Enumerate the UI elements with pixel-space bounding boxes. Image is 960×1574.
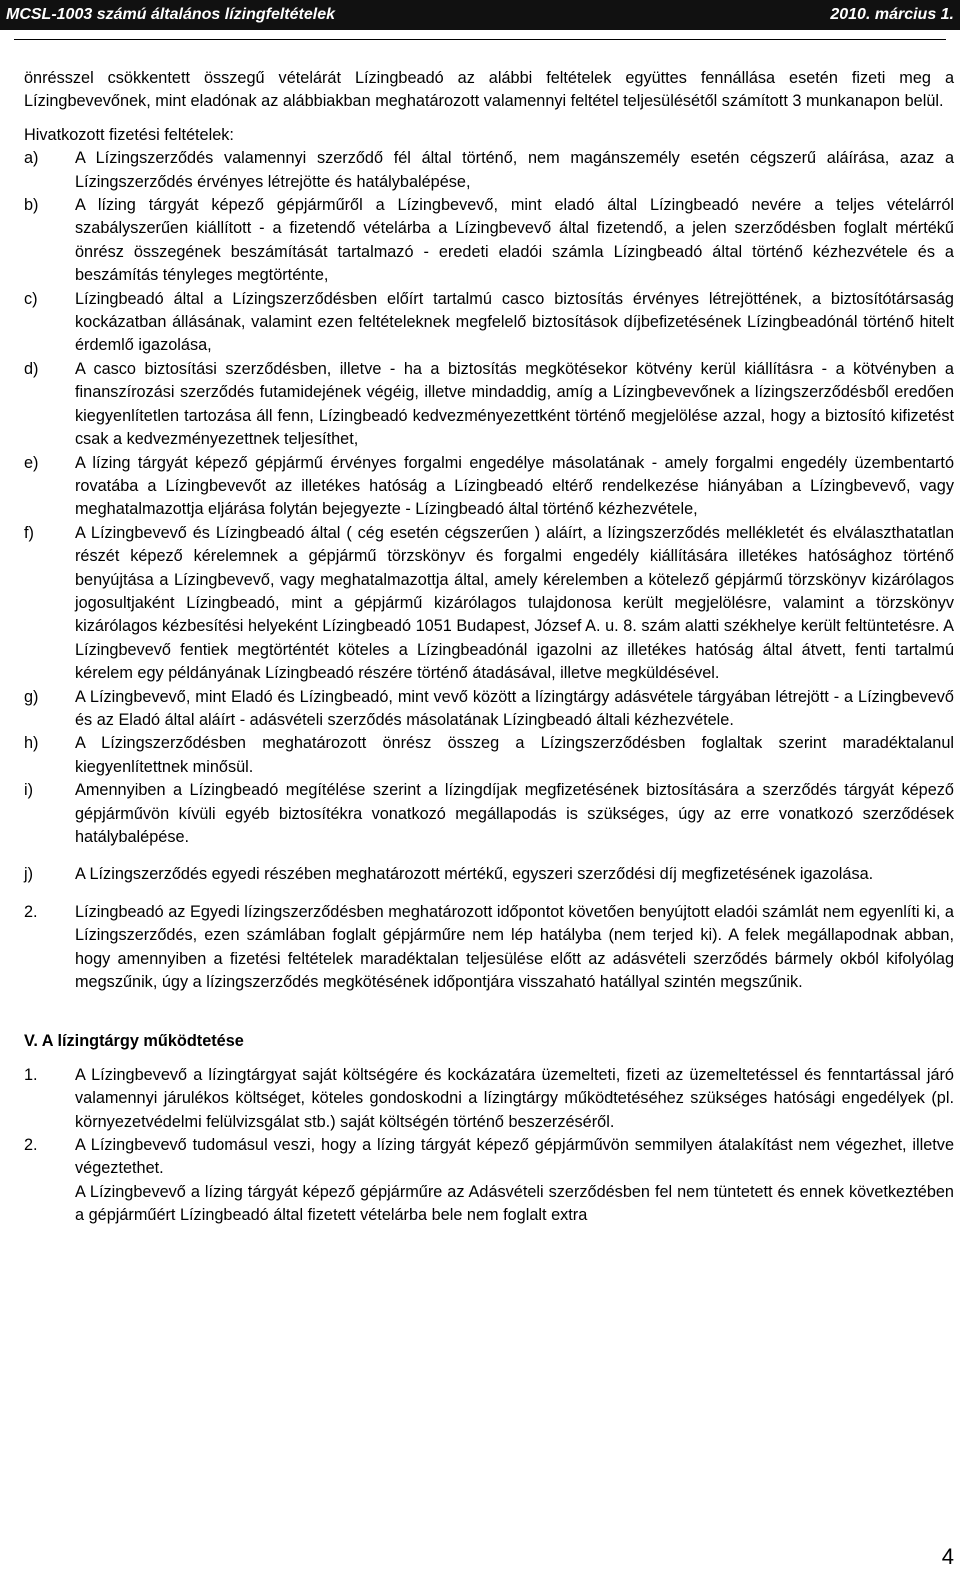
document-id: MCSL-1003 számú általános lízingfeltételek bbox=[6, 6, 335, 23]
item-text: Lízingbeadó az Egyedi lízingszerződésben meghatározott időpontot követően benyújtott eladói számlát nem egyenlíti ki, a Lízingszerződés, ezen számlában foglalt gépjárműre nem lép hatályba (nem terjed ki). A felek megállapodnak abban, hogy amennyiben a fizetési feltételek maradéktalan teljesülése előtt az adásvételi szerződés bármely okból kifolyólag megszűnik, úgy a lízingszerződés megkötésének időpontjára visszaható hatállyal szintén megszűnik. bbox=[75, 902, 954, 992]
condition-item bbox=[24, 452, 954, 522]
item-label: e) bbox=[24, 453, 39, 472]
item-label: c) bbox=[24, 289, 38, 308]
condition-item bbox=[24, 686, 954, 733]
item-label: a) bbox=[24, 149, 39, 168]
document-date: 2010. március 1. bbox=[830, 6, 954, 23]
item-text: Lízingbeadó által a Lízingszerződésben előírt tartalmú casco biztosítás érvényes létrejöttének, a biztosítótársaság kockázatban állásának, valamint ezen feltételeknek megfelelő biztosítások díjbefizetésének Lízingbeadónál történő hitelt érdemlő igazolása, bbox=[75, 289, 954, 355]
condition-item bbox=[24, 863, 954, 886]
item-text: A Lízingbevevő a lízingtárgyat saját költségére és kockázatára üzemelteti, fizeti az üzemeltetéssel és fenntartással járó valamennyi járulékos költséget, köteles gondoskodni a lízingtárgy működtetéséhez szükséges hatósági engedélyek (pl. környezetvédelmi felülvizsgálat stb.) saját költségén történő beszerzéséről. bbox=[75, 1065, 954, 1131]
numbered-item bbox=[24, 1134, 954, 1228]
header-divider bbox=[14, 39, 946, 40]
condition-item bbox=[24, 288, 954, 358]
numbered-item bbox=[24, 1064, 954, 1134]
item-text: A Lízingbevevő, mint Eladó és Lízingbeadó, mint vevő között a lízingtárgy adásvétele tárgyában létrejött - a Lízingbevevő és az Eladó által aláírt - adásvételi szerződés másolatának Lízingbeadó általi kézhezvétele. bbox=[75, 687, 954, 729]
condition-item bbox=[24, 147, 954, 194]
item-text: A lízing tárgyát képező gépjármű érvényes forgalmi engedélye másolatának - amely forgalmi engedély üzembentartó rovatába a Lízingbevevőt az illetékes hatóság a Lízingbeadó eltérő rendelkezése hiányában a Lízingbevevő, vagy meghatalmazottja eljárása folytán bejegyezte - Lízingbeadó által történő kézhezvétele, bbox=[75, 453, 954, 519]
numbered-item bbox=[24, 901, 954, 995]
item-text-continued: A Lízingbevevő a lízing tárgyát képező gépjárműre az Adásvételi szerződésben fel nem tüntetett és ennek következtében a gépjárműért Lízingbeadó által fizetett vételárba bele nem foglalt extra bbox=[75, 1182, 954, 1225]
item-label: g) bbox=[24, 687, 39, 706]
page-header bbox=[0, 0, 960, 30]
item-label: 1. bbox=[24, 1065, 38, 1084]
conditions-heading: Hivatkozott fizetési feltételek: bbox=[24, 125, 234, 144]
item-label: i) bbox=[24, 781, 34, 800]
item-text: A lízing tárgyát képező gépjárműről a Lízingbevevő, mint eladó által Lízingbeadó nevére a teljes vételárról szabályszerűen kiállított - a fizetendő vételárba a Lízingbevevő által fizetendő, a jelen szerződésben foglalt mértékű önrész összegének beszámítását tartalmazó - eredeti eladói számla Lízingbeadó által történő kézhezvétele és a beszámítás tényleges megtörténte, bbox=[75, 196, 954, 285]
item-text: A Lízingbevevő és Lízingbeadó által ( cég esetén cégszerűen ) aláírt, a lízingszerződés mellékletét és elválaszthatatlan részét képező kérelemnek a gépjármű törzskönyv és forgalmi engedély kiállítására illetékes hatósághoz történő benyújtása a Lízingbevevő, vagy meghatalmazottja által, amely kérelemben a kötelező gépjármű törzskönyv kizárólagos jogosultjaként Lízingbeadó, mint a gépjármű kizárólagos tulajdonosa került megjelölésre, valamint a törzskönyv kizárólagos kézbesítési helyeként Lízingbeadó 1051 Budapest, József A. u. 8. szám alatti székhelye került feltüntetésre. A Lízingbevevő fentiek megtörténtét köteles a Lízingbeadónál igazolni az illetékes hatóság által átvett, fenti tartalmú kérelem egy példányának Lízingbeadó részére történő átadásával, illetve megküldésével. bbox=[75, 523, 954, 683]
item-label: b) bbox=[24, 196, 39, 215]
item-text: A Lízingszerződés egyedi részében meghatározott mértékű, egyszeri szerződési díj megfizetésének igazolása. bbox=[75, 865, 874, 884]
item-text: Amennyiben a Lízingbeadó megítélése szerint a lízingdíjak megfizetésének biztosítására a szerződés tárgyát képező gépjárművön kívüli egyéb biztosítékra vonatkozó megállapodás is szükséges, úgy az erre vonatkozó szerződések hatálybalépése. bbox=[75, 781, 954, 846]
item-text: A casco biztosítási szerződésben, illetve - ha a biztosítás megkötésekor kötvény kerül kiállításra - a kötvényben a finanszírozási szerződés futamidejének végéig, illetve mindaddig, amíg a Lízingbevevőnek a lízingszerződésből eredően kiegyenlítetlen tartozása áll fenn, Lízingbeadó kedvezményezettként történő megjelölése azzal, hogy a biztosító kifizetést csak a kedvezményezettnek teljesíthet, bbox=[75, 359, 954, 449]
item-label: j) bbox=[24, 865, 34, 884]
condition-item bbox=[24, 358, 954, 452]
item-text: A Lízingszerződés valamennyi szerződő fél által történő, nem magánszemély esetén cégszerű aláírása, azaz a Lízingszerződés érvényes létrejötte és hatálybalépése, bbox=[75, 149, 954, 191]
page-number: 4 bbox=[941, 1544, 954, 1569]
document-body bbox=[24, 67, 954, 1228]
section-title: V. A lízingtárgy működtetése bbox=[24, 1032, 244, 1051]
condition-item bbox=[24, 732, 954, 779]
condition-item bbox=[24, 779, 954, 849]
intro-paragraph: önrésszel csökkentett összegű vételárát Lízingbeadó az alábbi feltételek együttes fennállása esetén fizeti meg a Lízingbevevőnek, mint eladónak az alábbiakban meghatározott valamennyi feltétel teljesülésétől számított 3 munkanapon belül. bbox=[24, 69, 954, 111]
item-label: 2. bbox=[24, 902, 38, 921]
item-label: h) bbox=[24, 734, 39, 753]
item-label: f) bbox=[24, 523, 34, 542]
item-label: d) bbox=[24, 359, 39, 378]
item-text: A Lízingszerződésben meghatározott önrész összeg a Lízingszerződésben foglaltak szerint maradéktalanul kiegyenlítettnek minősül. bbox=[75, 734, 954, 776]
condition-item bbox=[24, 194, 954, 288]
item-label: 2. bbox=[24, 1136, 38, 1155]
item-text: A Lízingbevevő tudomásul veszi, hogy a lízing tárgyát képező gépjárművön semmilyen átalakítást nem végezhet, illetve végeztethet. bbox=[75, 1136, 954, 1178]
condition-item bbox=[24, 522, 954, 686]
